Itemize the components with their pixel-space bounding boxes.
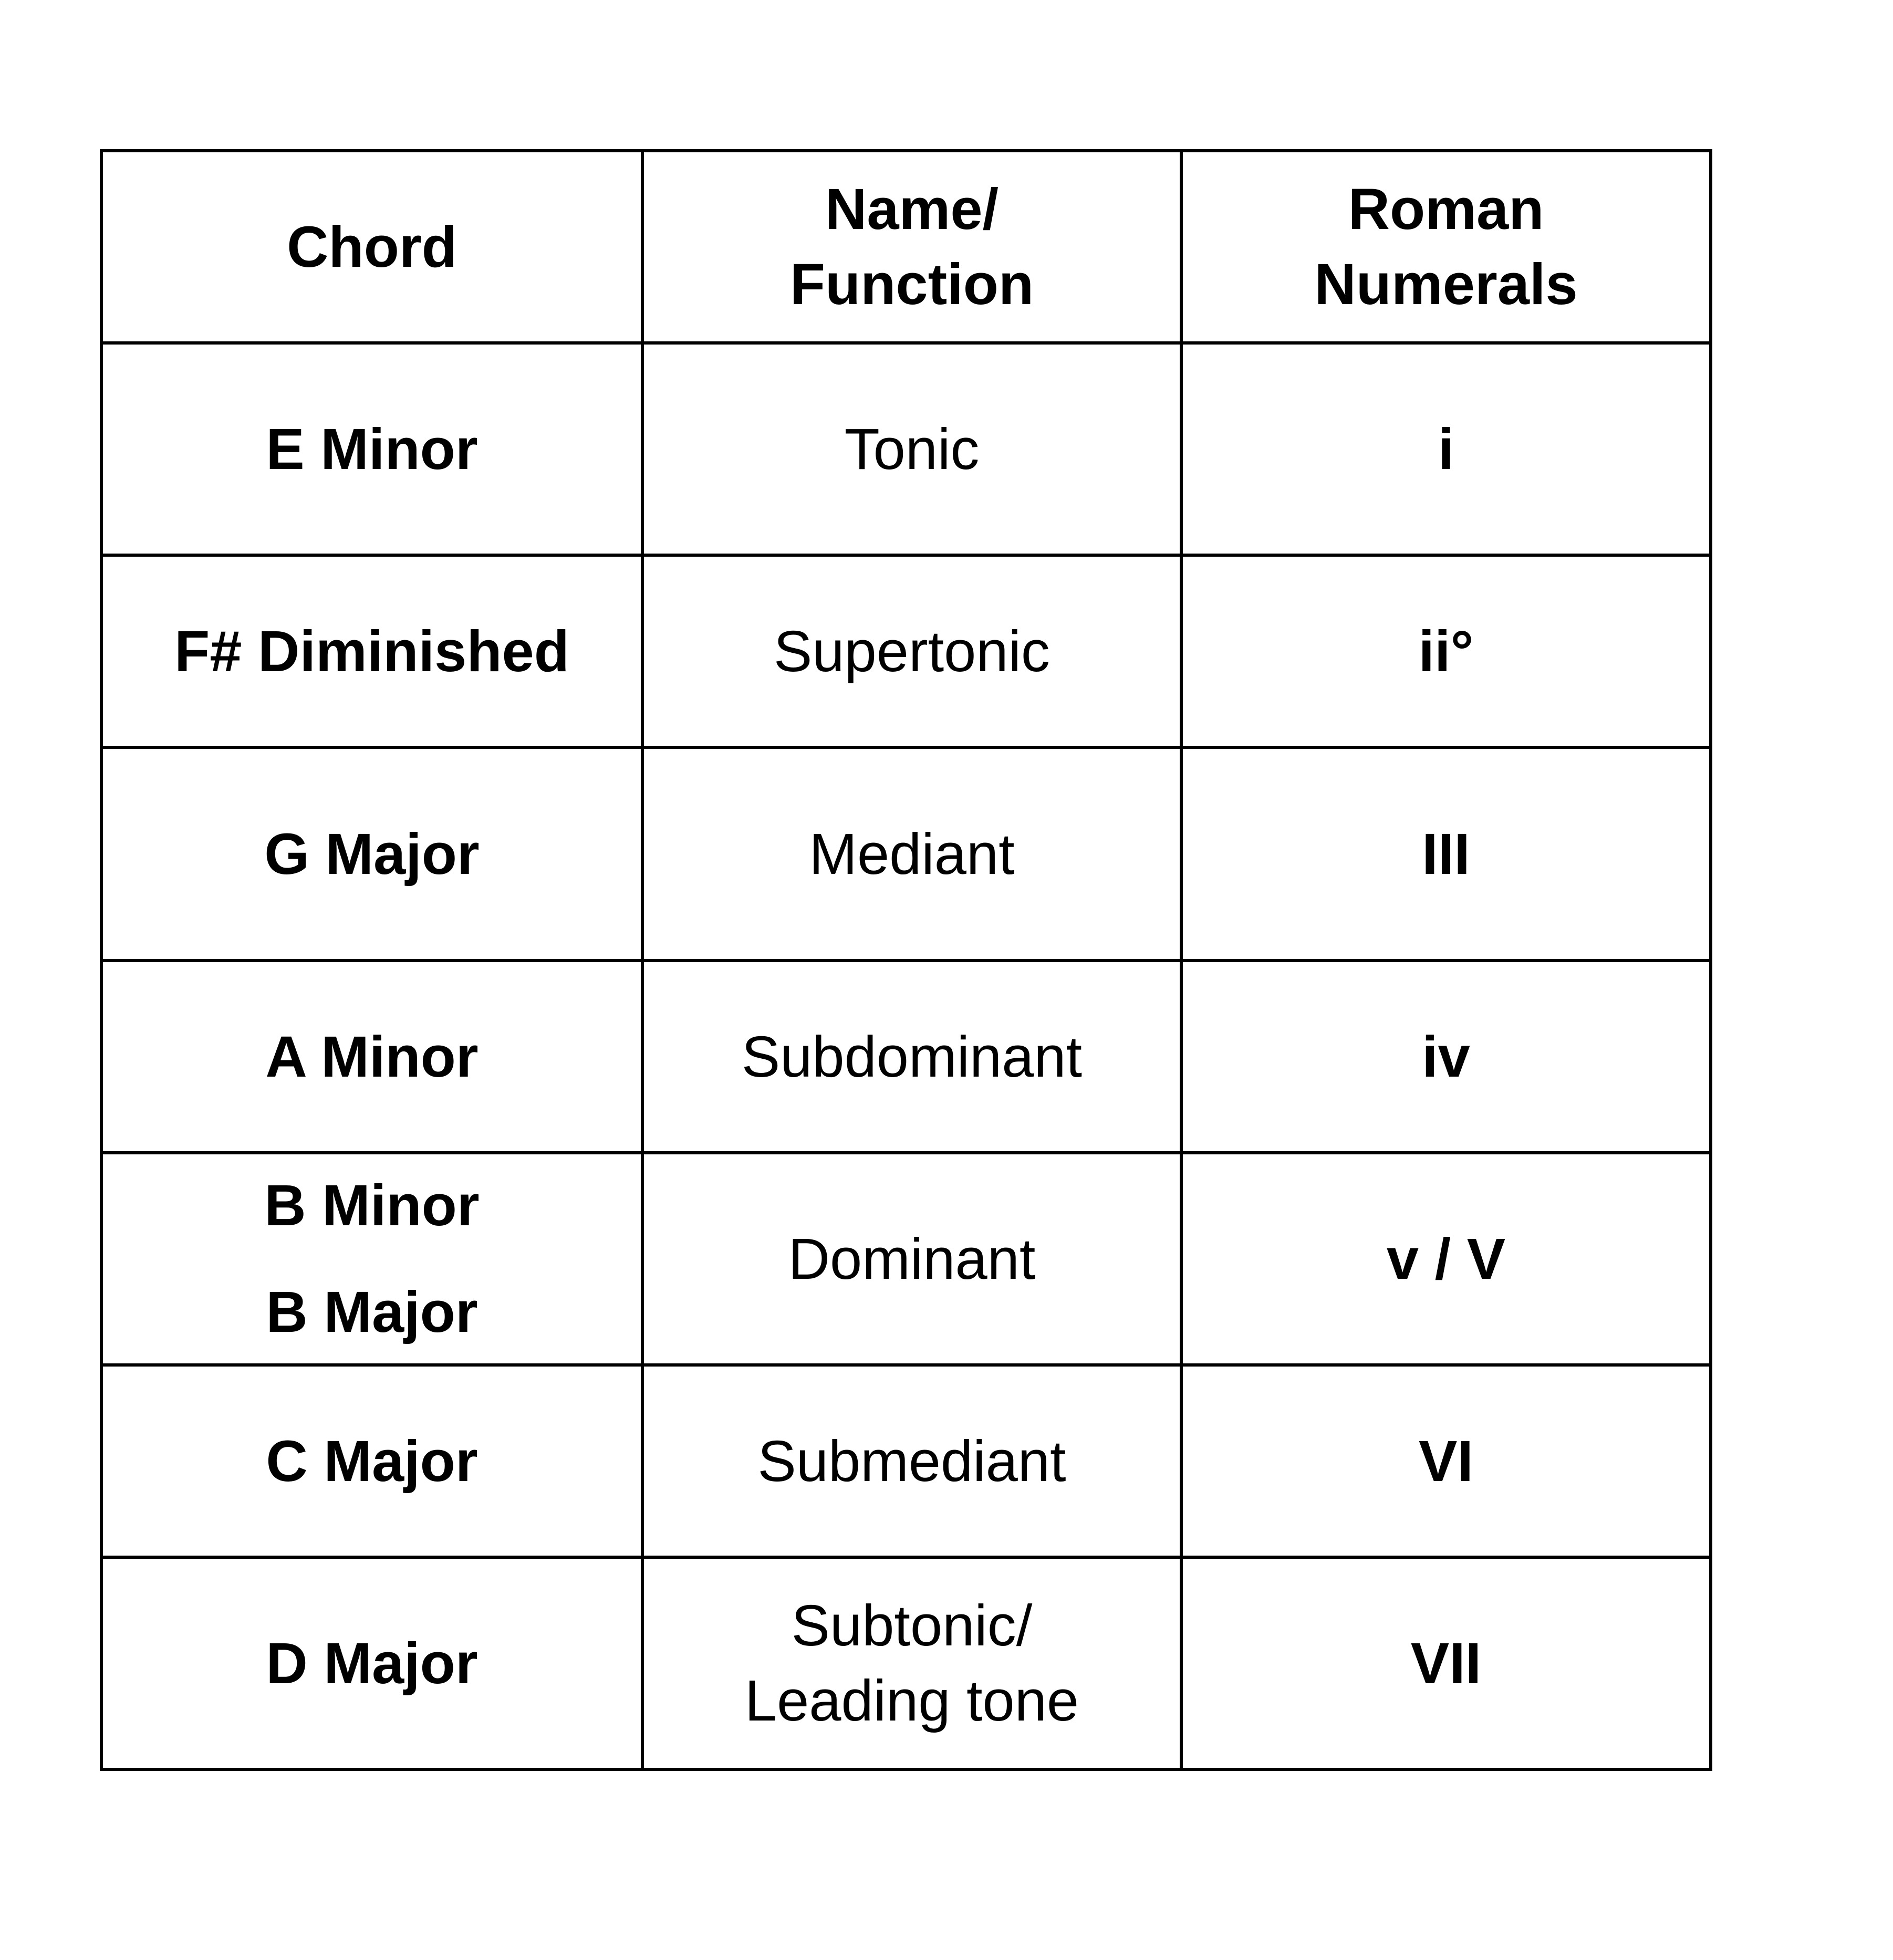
roman-numeral-cell: VII xyxy=(1181,1557,1711,1769)
table-row xyxy=(101,961,1711,1153)
chord-name: A Minor xyxy=(265,1024,479,1089)
function-cell xyxy=(642,343,1181,555)
header-row xyxy=(101,151,1711,343)
table-row xyxy=(101,555,1711,747)
header-chord xyxy=(101,151,642,343)
header-function xyxy=(642,151,1181,343)
chord-cell xyxy=(101,343,642,555)
chord-name: B Major xyxy=(266,1280,478,1344)
table-row xyxy=(101,1365,1711,1557)
table-row xyxy=(101,1557,1711,1769)
header-function-line: Function xyxy=(789,252,1034,317)
function-name: Mediant xyxy=(809,821,1015,887)
chord-name: F# Diminished xyxy=(174,619,569,684)
chord-name: B Minor xyxy=(264,1173,480,1238)
function-cell xyxy=(642,555,1181,747)
function-cell xyxy=(642,747,1181,961)
function-name: Leading tone xyxy=(744,1669,1079,1733)
roman-numeral-cell: iv xyxy=(1181,961,1711,1153)
header-chord-line: Chord xyxy=(287,214,457,279)
chord-cell xyxy=(101,747,642,961)
table-row xyxy=(101,747,1711,961)
function-cell xyxy=(642,961,1181,1153)
roman-numeral-cell: III xyxy=(1181,747,1711,961)
chord-name: C Major xyxy=(266,1429,478,1494)
roman-numeral-cell: v / V xyxy=(1181,1153,1711,1365)
function-name: Dominant xyxy=(788,1226,1036,1291)
table-row xyxy=(101,1153,1711,1365)
roman-numeral-cell: i xyxy=(1181,343,1711,555)
chord-cell xyxy=(101,961,642,1153)
chord-name: G Major xyxy=(264,821,480,887)
function-cell xyxy=(642,1153,1181,1365)
chord-name: D Major xyxy=(266,1631,478,1696)
header-roman-line: Numerals xyxy=(1314,252,1578,317)
header-roman-line: Roman xyxy=(1348,177,1544,242)
function-cell xyxy=(642,1557,1181,1769)
function-name: Subtonic/ xyxy=(791,1593,1033,1658)
function-cell xyxy=(642,1365,1181,1557)
roman-numeral-cell: ii° xyxy=(1181,555,1711,747)
function-name: Tonic xyxy=(844,416,980,482)
chord-name: E Minor xyxy=(266,416,478,482)
function-name: Subdominant xyxy=(741,1024,1083,1089)
function-name: Supertonic xyxy=(774,619,1050,684)
header-function-line: Name/ xyxy=(825,177,999,242)
chord-cell xyxy=(101,1153,642,1365)
chord-cell xyxy=(101,555,642,747)
function-name: Submediant xyxy=(757,1429,1066,1494)
chord-cell xyxy=(101,1557,642,1769)
chord-cell xyxy=(101,1365,642,1557)
header-roman xyxy=(1181,151,1711,343)
chord-function-table xyxy=(100,149,1712,1771)
table-row xyxy=(101,343,1711,555)
roman-numeral-cell: VI xyxy=(1181,1365,1711,1557)
